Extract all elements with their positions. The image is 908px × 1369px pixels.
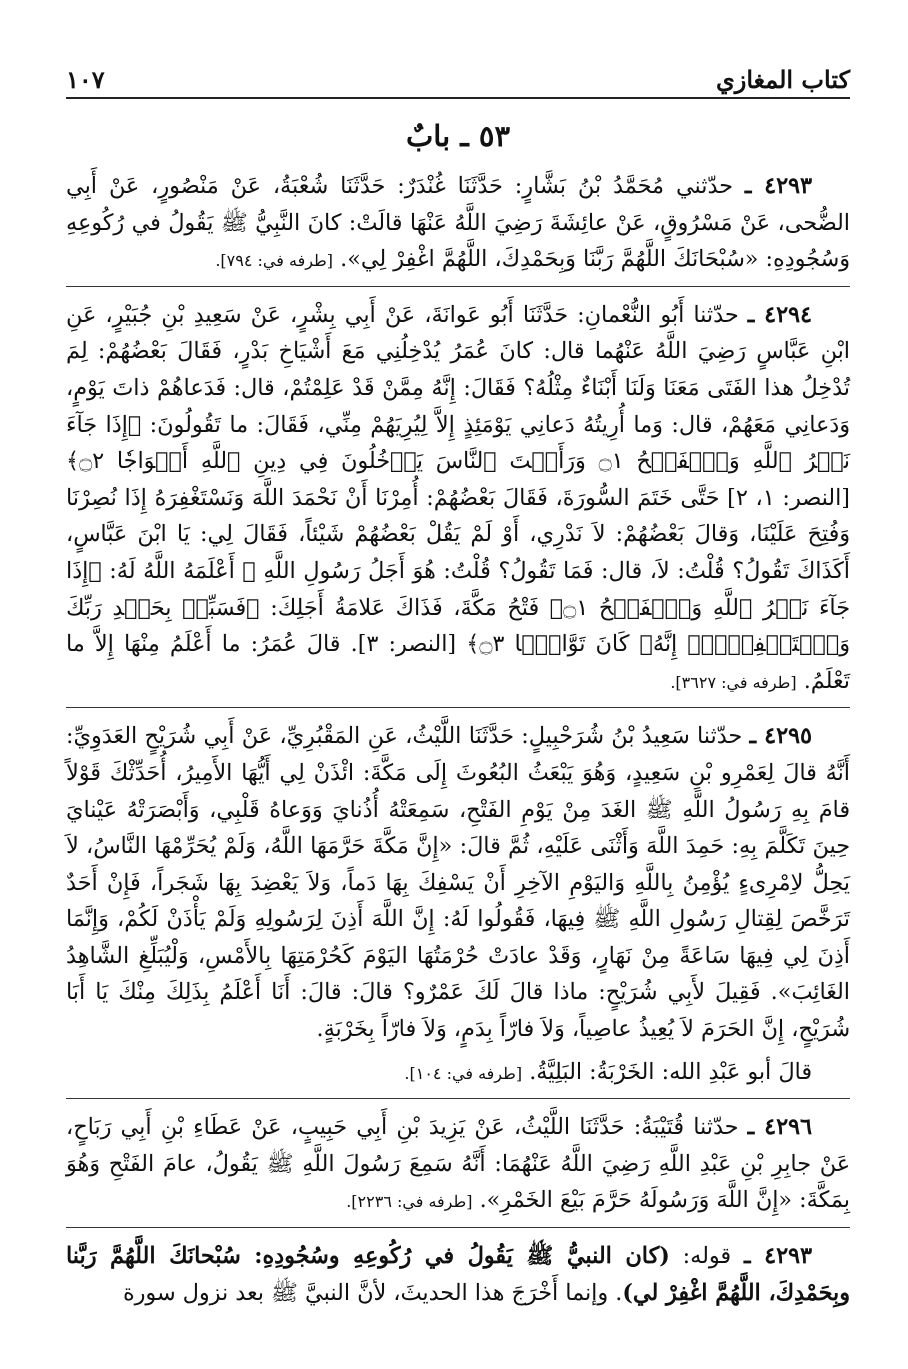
hadith-text: حدّثنا سَعِيدُ بْنُ شُرَحْبِيلٍ: حَدَّثَنَا اللَّيْثُ، عَنِ المَقْبُرِيِّ، عَنْ أَبِي شُرَيْحٍ العَدَوِيِّ: أَنَّهُ قالَ لِعَمْرِو بْنِ سَعِيدٍ، وَهُوَ يَبْعَثُ البُعُوثَ إِلَى مَكَّةَ: ائْذَنْ لِي أَيُّهَا الأَمِيرُ، أُحَدِّثْكَ قَوْلاً قامَ بِهِ رَسُولُ اللَّهِ ﷺ الغَدَ مِنْ يَوْمِ الفَتْحِ، سَمِعَتْهُ أُذُنايَ وَوَعاهُ قَلْبِي، وَأَبْصَرَتْهُ عَيْنايَ حِينَ تَكَلَّمَ بِهِ: حَمِدَ اللَّهَ وَأَثْنَى عَلَيْهِ، ثُمَّ قالَ: «إِنَّ مَكَّةَ حَرَّمَهَا اللَّهُ، وَلَمْ يُحَرِّمْهَا النَّاسُ، لاَ يَحِلُّ لاِمْرِىءٍ يُؤْمِنُ بِاللَّهِ وَاليَوْمِ الآخِرِ أَنْ يَسْفِكَ بِهَا دَماً، وَلاَ يَعْضِدَ بِهَا شَجَراً، فَإِنْ أَحَدٌ تَرَخَّصَ لِقِتالِ رَسُولِ اللَّهِ ﷺ فِيهَا، فَقُولُوا لَهُ: إِنَّ اللَّهَ أَذِنَ لِرَسُولِهِ وَلَمْ يَأْذَنْ لَكُمْ، وَإِنَّمَا أَذِنَ لِي فِيهَا سَاعَةً مِنْ نَهَارٍ، وَقَدْ عادَتْ حُرْمَتُهَا اليَوْمَ كَحُرْمَتِهَا بِالأَمْسِ، وَلْيُبَلِّغِ الشَّاهِدُ الغَائِبَ». فَقِيلَ لأَبِي شُرَيْحٍ: ماذا قالَ لَكَ عَمْرٌو؟ قالَ: قالَ: أَنَا أَعْلَمُ بِذَلِكَ مِنْكَ يَا أَبَا شُرَيْحٍ، إِنَّ الحَرَمَ لاَ يُعِيذُ عاصِياً، وَلاَ فارّاً بِدَمٍ، وَلاَ فارّاً بِخَرْبَةٍ. — [66, 723, 850, 1043]
hadith-4296 — [66, 1109, 850, 1221]
hadith-4295 — [66, 718, 850, 1047]
commentary-label: قوله: — [682, 1243, 732, 1270]
page-number: ١٠٧ — [66, 65, 105, 94]
hadith-divider — [66, 1227, 850, 1228]
hadith-number: ٤٢٩٥ ـ — [749, 723, 812, 750]
hadith-number: ٤٢٩٦ ـ — [747, 1114, 812, 1141]
hadith-text: حدّثني مُحَمَّدُ بْنُ بَشَّارٍ: حَدَّثَنَا غُنْدَرٌ: حَدَّثَنَا شُعْبَةُ، عَنْ مَنْصُورٍ، عَنْ أَبِي الضُّحى، عَنْ مَسْرُوقٍ، عَنْ عائِشَةَ رَضِيَ اللَّهُ عَنْهَا قالَتْ: كانَ النَّبِيُّ ﷺ يَقُولُ في رُكُوعِهِ وَسُجُودِهِ: «سُبْحَانَكَ اللَّهُمَّ رَبَّنَا وَبِحَمْدِكَ، اللَّهُمَّ اغْفِرْ لِي». — [66, 173, 850, 273]
header-divider — [66, 97, 850, 99]
hadith-text: حدّثنا أَبُو النُّعْمانِ: حَدَّثَنَا أَبُو عَوانَةَ، عَنْ أَبِي بِشْرٍ، عَنْ سَعِيدِ بْنِ جُبَيْرٍ، عَنِ ابْنِ عَبَّاسٍ رَضِيَ اللَّهُ عَنْهُما قال: كانَ عُمَرُ يُدْخِلُنِي مَعَ أَشْيَاخِ بَدْرٍ، فَقَالَ بَعْضُهُمْ: لِمَ تُدْخِلُ هذا الفَتَى مَعَنَا وَلَنَا أَبْنَاءٌ مِثْلُهُ؟ فَقَالَ: إِنَّهُ مِمَّنْ قَدْ عَلِمْتُمْ، قال: فَدَعاهُمْ ذاتَ يَوْمٍ، وَدَعانِي مَعَهُمْ، قال: وَما أُرِيتُهُ دَعانِي يَوْمَئِذٍ إِلاَّ لِيُرِيَهُمْ مِنِّي، فَقَالَ: ما تَقُولُونَ: ﴿إِذَا جَآءَ نَصۡرُ ٱللَّهِ وَٱلۡفَتۡحُ ۝١ وَرَأَيۡتَ ٱلنَّاسَ يَدۡخُلُونَ فِي دِينِ ٱللَّهِ أَفۡوَاجٗا ۝٢﴾ [النصر: ١، ٢] حَتَّى خَتَمَ السُّورَةَ، فَقَالَ بَعْضُهُمْ: أُمِرْنَا أَنْ نَحْمَدَ اللَّهَ وَنَسْتَغْفِرَهُ إِذَا نُصِرْنَا وَفُتِحَ عَلَيْنَا، وَقالَ بَعْضُهُمْ: لاَ نَدْرِي، أَوْ لَمْ يَقُلْ بَعْضُهُمْ شَيْئاً، فَقَالَ لِي: يَا ابْنَ عَبَّاسٍ، أَكَذَاكَ تَقُولُ؟ قُلْتُ: لاَ، قال: فَمَا تَقُولُ؟ قُلْتُ: هُوَ أَجَلُ رَسُولِ اللَّهِ ﷺ أَعْلَمَهُ اللَّهُ لَهُ: ﴿إِذَا جَآءَ نَصۡرُ ٱللَّهِ وَٱلۡفَتۡحُ ۝١﴾ فَتْحُ مَكَّةَ، فَذَاكَ عَلامَةُ أَجَلِكَ: ﴿فَسَبِّحۡ بِحَمۡدِ رَبِّكَ وَٱسۡتَغۡفِرۡهُۚ إِنَّهُۥ كَانَ تَوَّابَۢا ۝٣﴾ [النصر: ٣]. قالَ عُمَرُ: ما أَعْلَمُ مِنْهَا إِلاَّ ما تَعْلَمُ. — [66, 301, 850, 694]
commentary-number: ٤٢٩٣ ـ — [743, 1243, 812, 1270]
hadith-number: ٤٢٩٤ ـ — [747, 301, 812, 328]
book-title: كتاب المغازي — [715, 65, 850, 94]
hadith-divider — [66, 286, 850, 287]
commentary-4293 — [66, 1238, 850, 1311]
commentary-text: . وإنما أَخْرَجَ هذا الحديثَ، لأنَّ النبيَّ ﷺ بعد نزول سورة — [122, 1279, 623, 1306]
hadith-4294 — [66, 297, 850, 702]
commentary-quote: (كان النبيُّ ﷺ يَقُولُ في رُكُوعِهِ وسُجُودِهِ: سُبْحانَكَ اللَّهُمَّ رَبَّنا وبِحَمْدِكَ، اللَّهُمَّ اغْفِرْ لي) — [66, 1243, 850, 1306]
hadith-reference: [طرفه في: ٢٢٣٦]. — [346, 1192, 473, 1212]
hadith-text: حدّثنا قُتَيْبَةُ: حَدَّثَنَا اللَّيْثُ، عَنْ يَزِيدَ بْنِ أَبِي حَبِيبٍ، عَنْ عَطَاءِ بْنِ أَبِي رَبَاحٍ، عَنْ جابِرِ بْنِ عَبْدِ اللَّهِ رَضِيَ اللَّهُ عَنْهُمَا: أَنَّهُ سَمِعَ رَسُولَ اللَّهِ ﷺ يَقُولُ، عامَ الفَتْحِ وَهُوَ بِمَكَّةَ: «إِنَّ اللَّهَ وَرَسُولَهُ حَرَّمَ بَيْعَ الخَمْرِ». — [66, 1114, 850, 1214]
hadith-reference: [طرفه في: ٣٦٢٧]. — [670, 672, 797, 692]
page-content — [66, 112, 850, 1311]
note-reference: [طرفه في: ١٠٤]. — [404, 1063, 523, 1083]
page-header — [66, 54, 850, 94]
hadith-divider — [66, 707, 850, 708]
hadith-number: ٤٢٩٣ ـ — [744, 173, 812, 199]
hadith-reference: [طرفه في: ٧٩٤]. — [215, 251, 334, 271]
hadith-4293 — [66, 168, 850, 280]
hadith-divider — [66, 1098, 850, 1099]
note-text: قالَ أبو عَبْدِ الله: الخَرْبَةُ: البَلِيَّةُ. — [529, 1058, 812, 1085]
chapter-title: ٥٣ ـ بابٌ — [405, 119, 511, 153]
author-note — [66, 1054, 850, 1093]
